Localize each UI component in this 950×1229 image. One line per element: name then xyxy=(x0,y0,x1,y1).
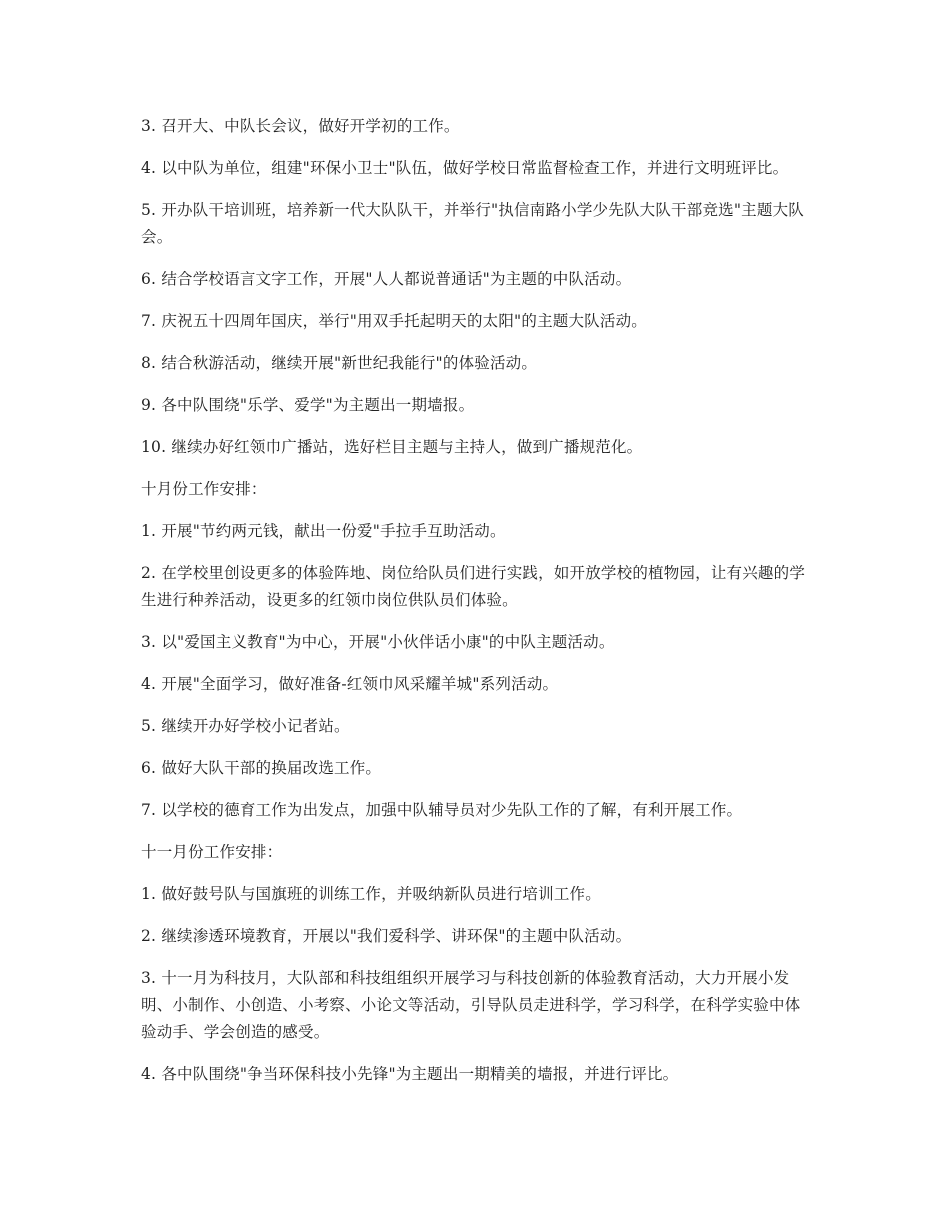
paragraph-item: 2. 在学校里创设更多的体验阵地、岗位给队员们进行实践，如开放学校的植物园，让有兴趣的学生进行种养活动，设更多的红领巾岗位供队员们体验。 xyxy=(141,564,806,609)
paragraph-item: 7. 以学校的德育工作为出发点，加强中队辅导员对少先队工作的了解，有利开展工作。 xyxy=(141,801,743,819)
paragraph-item: 6. 结合学校语言文字工作，开展"人人都说普通话"为主题的中队活动。 xyxy=(141,270,632,288)
paragraph-item: 3. 十一月为科技月，大队部和科技组组织开展学习与科技创新的体验教育活动，大力开展小发明、小制作、小创造、小考察、小论文等活动，引导队员走进科学，学习科学，在科学实验中体验动手、学会创造的感受。 xyxy=(141,969,801,1041)
paragraph-item: 2. 继续渗透环境教育，开展以"我们爱科学、讲环保"的主题中队活动。 xyxy=(141,927,632,945)
paragraph-item: 4. 各中队围绕"争当环保科技小先锋"为主题出一期精美的墙报，并进行评比。 xyxy=(141,1065,679,1083)
document-body xyxy=(141,113,809,1103)
paragraph-item: 7. 庆祝五十四周年国庆，举行"用双手托起明天的太阳"的主题大队活动。 xyxy=(141,312,647,330)
paragraph-item: 4. 开展"全面学习，做好准备-红领巾风采耀羊城"系列活动。 xyxy=(141,675,559,693)
paragraph-item: 4. 以中队为单位，组建"环保小卫士"队伍，做好学校日常监督检查工作，并进行文明班评比。 xyxy=(141,159,789,177)
paragraph-item: 3. 以"爱国主义教育"为中心，开展"小伙伴话小康"的中队主题活动。 xyxy=(141,633,615,651)
section-heading-october: 十月份工作安排： xyxy=(141,480,267,498)
paragraph-item: 9. 各中队围绕"乐学、爱学"为主题出一期墙报。 xyxy=(141,396,475,414)
paragraph-item: 1. 做好鼓号队与国旗班的训练工作，并吸纳新队员进行培训工作。 xyxy=(141,885,601,903)
section-heading-november: 十一月份工作安排： xyxy=(141,843,283,861)
paragraph-item: 6. 做好大队干部的换届改选工作。 xyxy=(141,759,382,777)
paragraph-item: 5. 开办队干培训班，培养新一代大队队干，并举行"执信南路小学少先队大队干部竞选"主题大队会。 xyxy=(141,201,804,246)
paragraph-item: 10. 继续办好红领巾广播站，选好栏目主题与主持人，做到广播规范化。 xyxy=(141,438,643,456)
paragraph-item: 1. 开展"节约两元钱，献出一份爱"手拉手互助活动。 xyxy=(141,522,506,540)
paragraph-item: 8. 结合秋游活动，继续开展"新世纪我能行"的体验活动。 xyxy=(141,354,538,372)
paragraph-item: 3. 召开大、中队长会议，做好开学初的工作。 xyxy=(141,117,460,135)
paragraph-item: 5. 继续开办好学校小记者站。 xyxy=(141,717,350,735)
